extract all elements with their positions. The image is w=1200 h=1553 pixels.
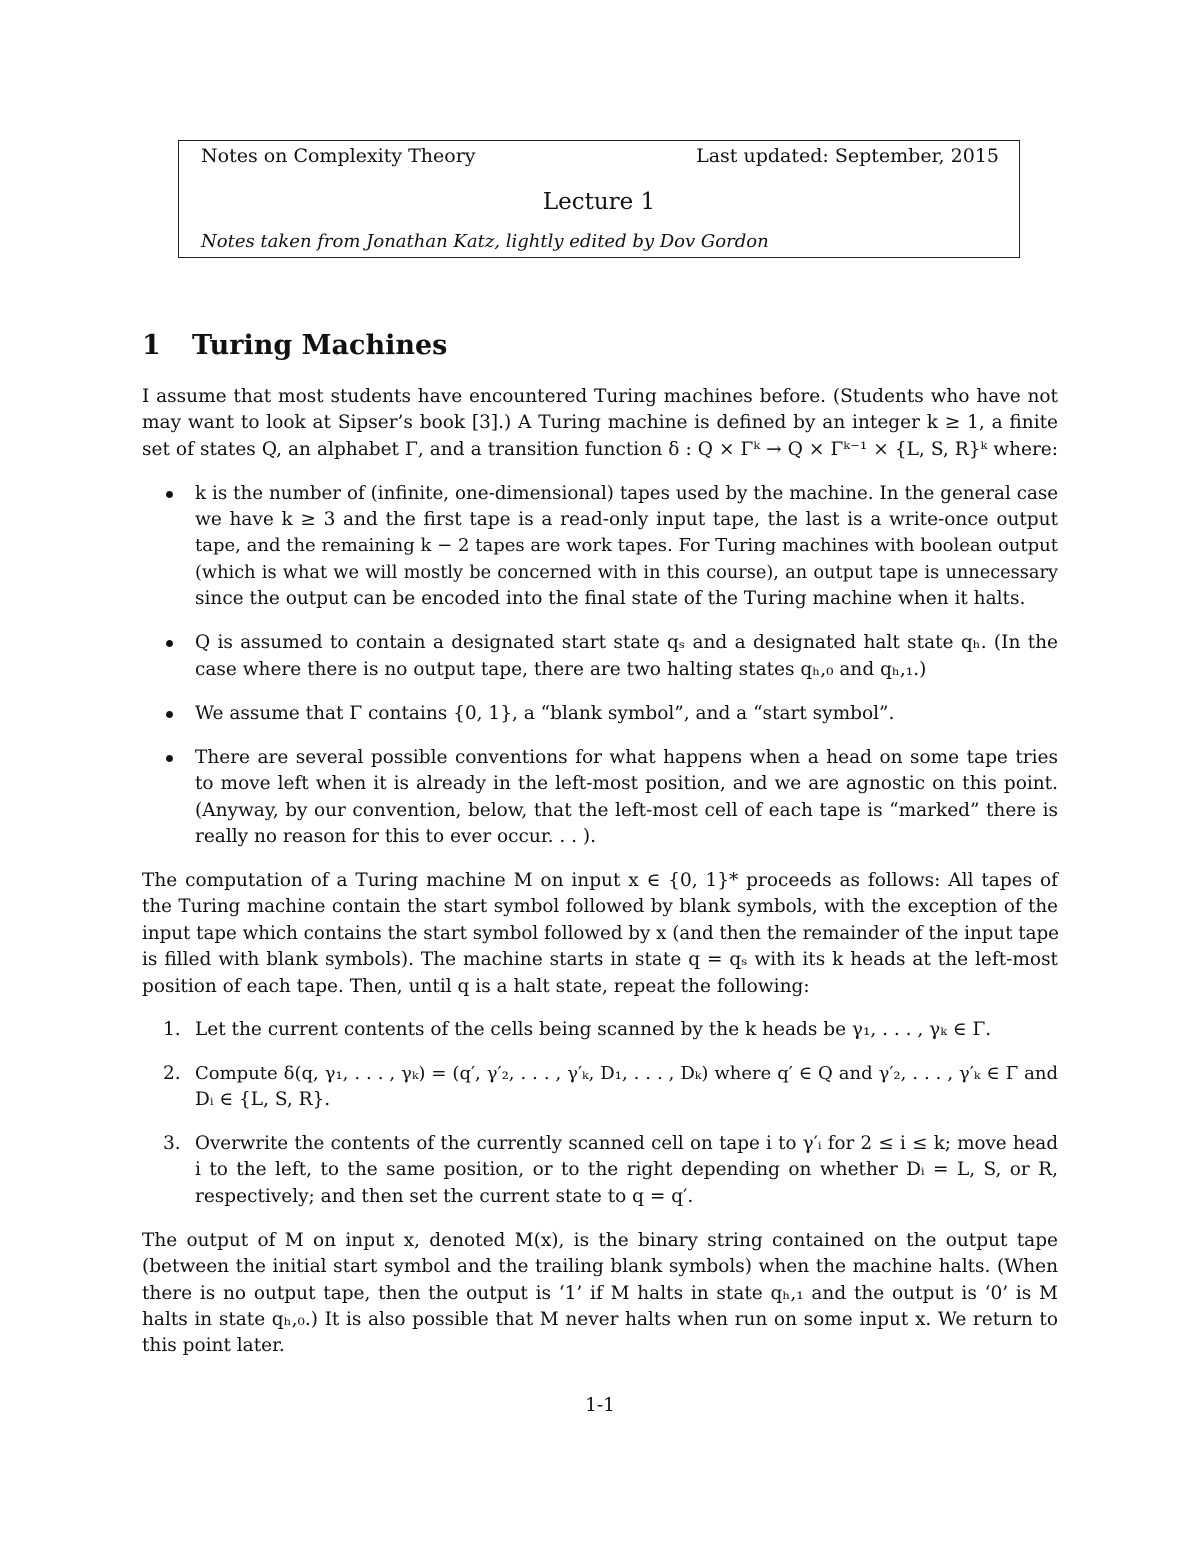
step-number: 2. bbox=[163, 1063, 181, 1084]
course-title: Notes on Complexity Theory bbox=[201, 145, 476, 167]
step-line: Let the current contents of the cells being scanned by the k heads be γ₁, . . . , γₖ ∈ Γ. bbox=[195, 1019, 992, 1040]
bullet-line: to move left when it is already in the left-most position, and we are agnostic on this point. bbox=[195, 773, 1058, 794]
bullet-line: (Anyway, by our convention, below, that the left-most cell of each tape is “marked” there is bbox=[195, 800, 1058, 821]
step-line: Dᵢ ∈ {L, S, R}. bbox=[195, 1089, 331, 1110]
paragraph-line: (between the initial start symbol and the trailing blank symbols) when the machine halts. (When bbox=[142, 1256, 1058, 1277]
paragraph-line: the Turing machine contain the start symbol followed by blank symbols, with the exception of the bbox=[142, 896, 1058, 917]
step-line: i to the left, to the same position, or to the right depending on whether Dᵢ = L, S, or R, bbox=[195, 1159, 1058, 1180]
bullet-line: case where there is no output tape, there are two halting states qₕ,₀ and qₕ,₁.) bbox=[195, 659, 927, 680]
author-credit: Notes taken from Jonathan Katz, lightly edited by Dov Gordon bbox=[201, 231, 769, 252]
bullet-marker bbox=[166, 491, 173, 498]
bullet-marker bbox=[166, 755, 173, 762]
step-line: Overwrite the contents of the currently scanned cell on tape i to γ′ᵢ for 2 ≤ i ≤ k; move head bbox=[195, 1133, 1058, 1154]
step-number: 3. bbox=[163, 1133, 181, 1154]
bullet-line: since the output can be encoded into the final state of the Turing machine when it halts. bbox=[195, 588, 1026, 609]
paragraph-line: I assume that most students have encountered Turing machines before. (Students who have not bbox=[142, 386, 1058, 407]
section-title: Turing Machines bbox=[192, 330, 448, 361]
bullet-line: Q is assumed to contain a designated start state qₛ and a designated halt state qₕ. (In the bbox=[195, 632, 1058, 653]
bullet-marker bbox=[166, 711, 173, 718]
step-number: 1. bbox=[163, 1019, 181, 1040]
bullet-line: There are several possible conventions for what happens when a head on some tape tries bbox=[195, 747, 1058, 768]
bullet-line: (which is what we will mostly be concerned with in this course), an output tape is unnecessary bbox=[195, 563, 1058, 583]
section-heading bbox=[142, 330, 447, 361]
lecture-title: Lecture 1 bbox=[542, 189, 656, 215]
paragraph-line: is filled with blank symbols). The machine starts in state q = qₛ with its k heads at the left-most bbox=[142, 949, 1058, 970]
step-line: Compute δ(q, γ₁, . . . , γₖ) = (q′, γ′₂, . . . , γ′ₖ, D₁, . . . , Dₖ) where q′ ∈ Q and γ′₂, . . . , γ′ₖ ∈ Γ and bbox=[195, 1063, 1058, 1084]
paragraph-line: The output of M on input x, denoted M(x), is the binary string contained on the output tape bbox=[142, 1230, 1058, 1251]
bullet-line: we have k ≥ 3 and the first tape is a read-only input tape, the last is a write-once output bbox=[195, 509, 1058, 530]
bullet-line: We assume that Γ contains {0, 1}, a “blank symbol”, and a “start symbol”. bbox=[195, 703, 895, 724]
page-number: 1-1 bbox=[585, 1395, 615, 1416]
paragraph-line: halts in state qₕ,₀.) It is also possible that M never halts when run on some input x. We return to bbox=[142, 1309, 1058, 1330]
step-line: respectively; and then set the current state to q = q′. bbox=[195, 1186, 694, 1207]
paragraph-line: The computation of a Turing machine M on input x ∈ {0, 1}* proceeds as follows: All tapes of bbox=[142, 870, 1058, 891]
last-updated: Last updated: September, 2015 bbox=[696, 145, 999, 167]
bullet-line: tape, and the remaining k − 2 tapes are work tapes. For Turing machines with boolean output bbox=[195, 535, 1058, 556]
paragraph-line: this point later. bbox=[142, 1335, 285, 1356]
paragraph-line: set of states Q, an alphabet Γ, and a transition function δ : Q × Γᵏ → Q × Γᵏ⁻¹ × {L, S, R}ᵏ where: bbox=[142, 439, 1058, 460]
paragraph-line: position of each tape. Then, until q is a halt state, repeat the following: bbox=[142, 976, 810, 997]
bullet-line: really no reason for this to ever occur. . . ). bbox=[195, 826, 597, 847]
paragraph-line: input tape which contains the start symbol followed by x (and then the remainder of the input tape bbox=[142, 923, 1059, 944]
paragraph-line: there is no output tape, then the output is ‘1’ if M halts in state qₕ,₁ and the output is ‘0’ is M bbox=[142, 1283, 1058, 1304]
bullet-line: k is the number of (infinite, one-dimensional) tapes used by the machine. In the general case bbox=[195, 483, 1058, 504]
section-number: 1 bbox=[142, 330, 161, 361]
bullet-marker bbox=[166, 640, 173, 647]
paragraph-line: may want to look at Sipser’s book [3].) A Turing machine is defined by an integer k ≥ 1, a finite bbox=[142, 412, 1058, 433]
lecture-header-box bbox=[178, 140, 1020, 258]
